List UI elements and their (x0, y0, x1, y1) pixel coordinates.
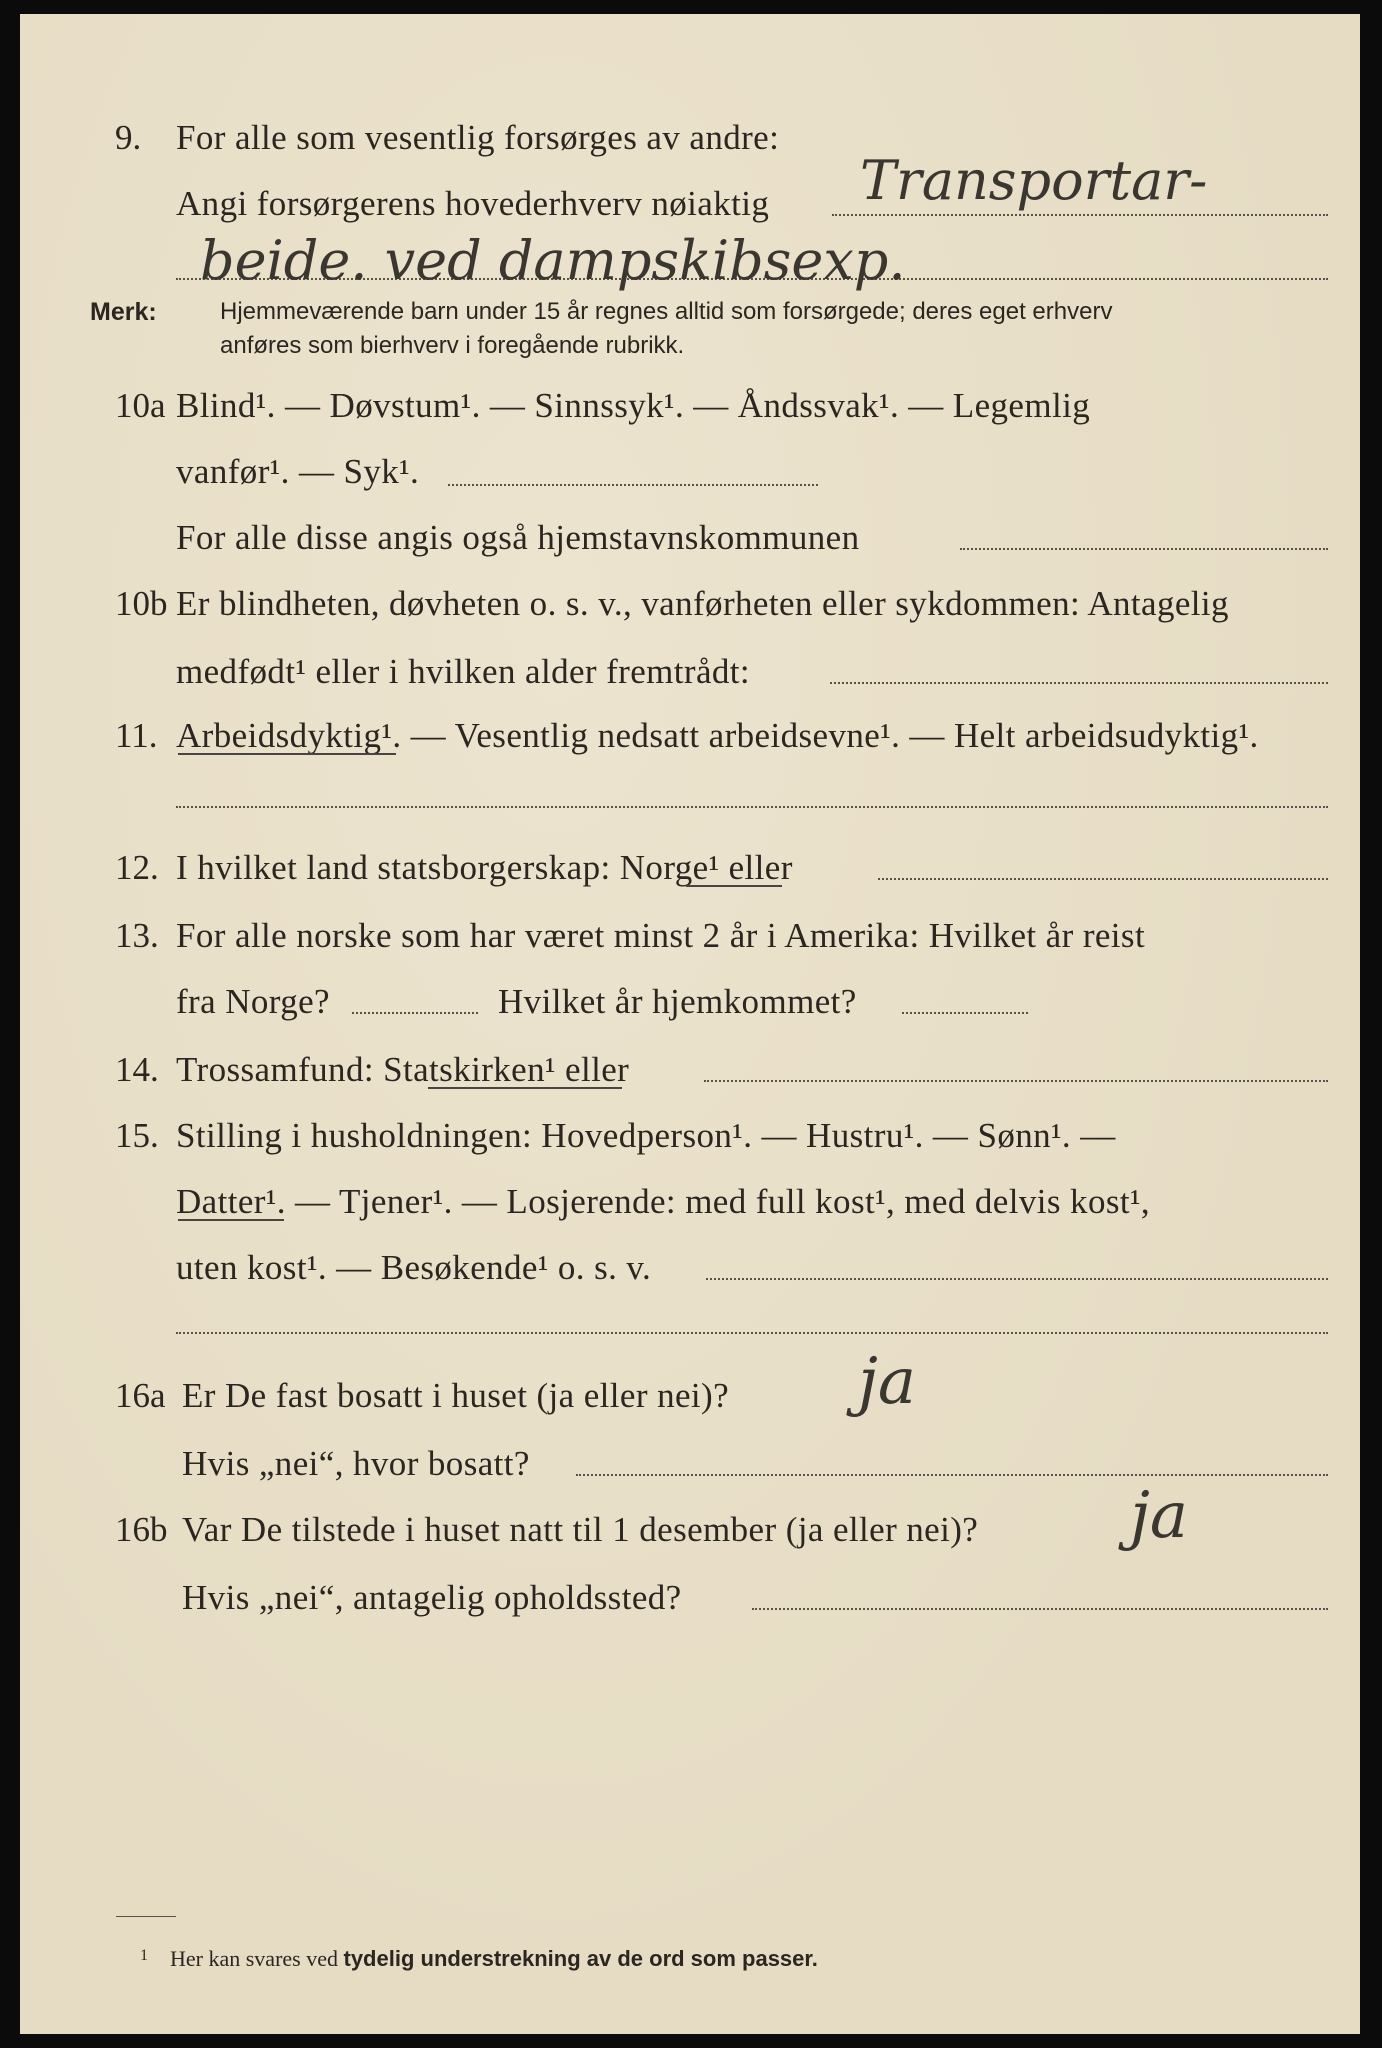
q15-line2: Datter¹. — Tjener¹. — Losjerende: med full kost¹, med delvis kost¹, (176, 1182, 1151, 1221)
q16b-answer-line (752, 1608, 1328, 1610)
q15-line3: uten kost¹. — Besøkende¹ o. s. v. (176, 1248, 652, 1287)
q10a-line2: vanfør¹. — Syk¹. (176, 452, 420, 491)
q12-underline-norge (686, 885, 782, 887)
q13-line2a: fra Norge? (176, 982, 330, 1021)
q14-line1: Trossamfund: Statskirken¹ eller (176, 1050, 630, 1089)
q10b-answer-line (830, 682, 1328, 684)
q13-number: 13. (115, 916, 159, 955)
q10a-line3: For alle disse angis også hjemstavnskommunen (176, 518, 860, 557)
q11-underline-arbeidsdyktig (178, 753, 396, 755)
q13-hjemkommet-line (902, 1012, 1028, 1014)
footnote-mark: 1 (140, 1947, 148, 1964)
q10a-number: 10a (115, 386, 166, 425)
q10b-line2: medfødt¹ eller i hvilken alder fremtrådt: (176, 652, 751, 691)
q16b-number: 16b (115, 1510, 168, 1549)
q9-line1: For alle som vesentlig forsørges av andre: (176, 118, 780, 157)
merk-label: Merk: (90, 298, 157, 326)
q14-underline-statskirken (428, 1087, 622, 1089)
q10a-line1: Blind¹. — Døvstum¹. — Sinnssyk¹. — Åndssvak¹. — Legemlig (176, 386, 1091, 425)
q9-line2: Angi forsørgerens hovederhverv nøiaktig (176, 184, 770, 223)
q10b-line1: Er blindheten, døvheten o. s. v., vanførheten eller sykdommen: Antagelig (176, 584, 1229, 623)
merk-line1: Hjemmeværende barn under 15 år regnes alltid som forsørgede; deres eget erhverv (220, 298, 1113, 325)
q16a-line2: Hvis „nei“, hvor bosatt? (182, 1444, 530, 1483)
q9-answer-line1 (832, 214, 1328, 216)
q15-answer-line2 (176, 1332, 1328, 1334)
q16a-answer-line (576, 1474, 1328, 1476)
q14-number: 14. (115, 1050, 159, 1089)
footnote-text-plain: Her kan svares ved (170, 1946, 338, 1971)
q15-underline-datter (178, 1219, 284, 1221)
q11-number: 11. (115, 716, 158, 755)
q11-line1: Arbeidsdyktig¹. — Vesentlig nedsatt arbeidsevne¹. — Helt arbeidsudyktig¹. (176, 716, 1259, 755)
q12-number: 12. (115, 848, 159, 887)
q16a-handwritten-answer: ja (858, 1345, 916, 1419)
q12-answer-line (878, 878, 1328, 880)
q14-answer-line (704, 1080, 1328, 1082)
q16b-handwritten-answer: ja (1130, 1479, 1188, 1553)
q9-number: 9. (115, 118, 142, 157)
q15-number: 15. (115, 1116, 159, 1155)
q13-reist-line (352, 1012, 478, 1014)
q10b-number: 10b (115, 584, 168, 623)
q9-handwritten-answer2: beide. ved dampskibsexp. (200, 229, 906, 292)
q16a-number: 16a (115, 1376, 166, 1415)
q16b-line1: Var De tilstede i huset natt til 1 desember (ja eller nei)? (182, 1510, 979, 1549)
q9-handwritten-answer1: Transportar- (860, 149, 1208, 212)
q10a-answer-line (448, 484, 818, 486)
q16a-line1: Er De fast bosatt i huset (ja eller nei)? (182, 1376, 730, 1415)
q11-answer-line (176, 806, 1328, 808)
q12-line1: I hvilket land statsborgerskap: Norge¹ eller (176, 848, 793, 887)
q15-answer-line1 (706, 1278, 1328, 1280)
q15-line1: Stilling i husholdningen: Hovedperson¹. — Hustru¹. — Sønn¹. — (176, 1116, 1116, 1155)
footnote-rule (116, 1916, 176, 1917)
q10a-hjemstavn-line (960, 548, 1328, 550)
q16b-line2: Hvis „nei“, antagelig opholdssted? (182, 1578, 682, 1617)
q13-line2b: Hvilket år hjemkommet? (498, 982, 857, 1021)
footnote-text-bold: tydelig understrekning av de ord som passer. (343, 1946, 818, 1971)
merk-line2: anføres som bierhverv i foregående rubrikk. (220, 332, 685, 359)
footnote-text (170, 1948, 818, 1970)
census-form-page (20, 14, 1360, 2034)
q13-line1: For alle norske som har været minst 2 år i Amerika: Hvilket år reist (176, 916, 1146, 955)
